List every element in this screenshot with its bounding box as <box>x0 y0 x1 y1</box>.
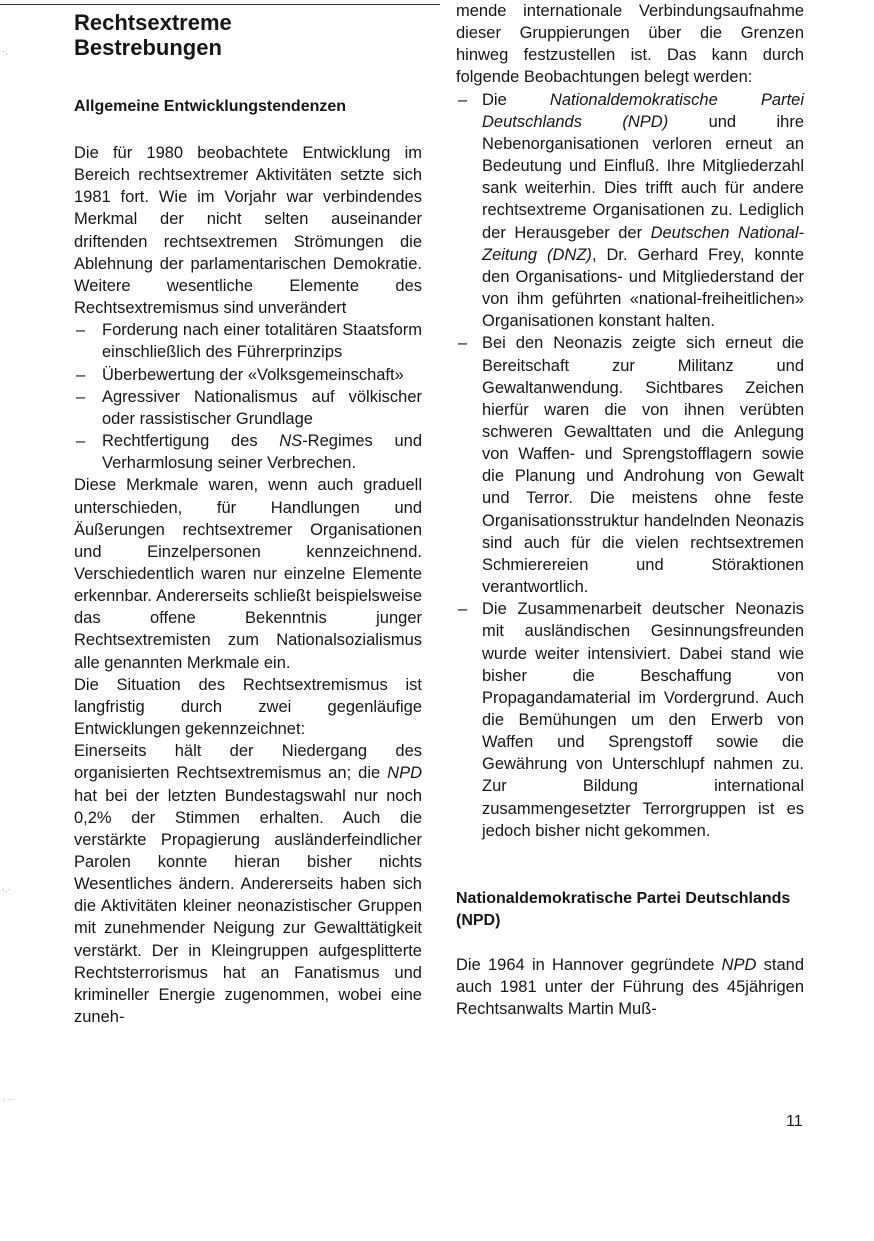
section-heading-npd: Nationaldemokratische Partei Deutschlands (NPD) <box>456 889 791 929</box>
left-column <box>74 0 422 1028</box>
text-run: Rechtfertigung des <box>102 432 280 451</box>
text-run: , Dr. Gerhard Frey, konnte den Organisations- und Mitgliederstand der von ihm geführten «national-freiheitlichen» Organisationen konstant halten. <box>482 245 804 331</box>
list-item: – Bei den Neonazis zeigte sich erneut die Bereitschaft zur Militanz und Gewaltanwendung. Sichtbares Zeichen hierfür waren die von ihnen verübten schweren Gewalttaten und die Anlegung von Waffen- und Sprengstofflagern sowie die Planung und Androhung von Gewalt und Terror. Die meistens ohne feste Organisationsstruktur handelnden Neonazis sind auch für die vielen rechtsextremen Schmierereien und Störaktionen verantwortlich. <box>456 332 804 598</box>
list-item: – Die Zusammenarbeit deutscher Neonazis mit ausländischen Gesinnungsfreunden wurde weiter intensiviert. Dabei stand wie bisher die Beschaffung von Propagandamaterial im Vordergrund. Auch die Bemühungen um den Erwerb von Waffen und Sprengstoff sowie die Gewährung von Unterschlupf nahmen zu. Zur Bildung international zusammengesetzter Terrorgruppen ist es jedoch bisher nicht gekommen. <box>456 598 804 842</box>
text-run: stand auch 1981 unter der Führung des 45jährigen Rechtsanwalts Martin Muß- <box>456 955 804 1019</box>
paragraph <box>74 740 422 1028</box>
text-run: -Regimes und Verharmlosung seiner Verbrechen. <box>102 432 422 473</box>
ns-abbreviation: NS <box>279 432 303 451</box>
section-heading-general-trends: Allgemeine Entwicklungstendenzen <box>74 98 347 115</box>
text-run: Die 1964 in Hannover gegründete <box>456 955 722 974</box>
newspaper-name: Deutschen National-Zeitung (DNZ) <box>482 223 805 264</box>
margin-mark: ·. <box>2 46 8 56</box>
npd-abbreviation: NPD <box>721 955 757 974</box>
page-title: Rechtsextreme Bestrebungen <box>74 10 232 60</box>
page-number: 11 <box>786 1113 803 1130</box>
list-item <box>74 430 422 474</box>
text-run: und ihre Nebenorganisationen verloren erneut an Bedeutung und Einfluß. Ihre Mitgliederzahl sank weiterhin. Dies trifft auch für andere rechtsextreme Organisationen zu. Lediglich der Herausgeber der <box>482 112 804 242</box>
npd-abbreviation: NPD <box>387 764 422 783</box>
right-column <box>456 0 804 1020</box>
intro-paragraph: Die für 1980 beobachtete Entwicklung im Bereich rechtsextremer Aktivitäten setzte sich 1981 fort. Wie im Vorjahr war verbindendes Merkmal der nicht selten auseinander driftenden rechtsextremen Strömungen die Ablehnung der parlamentarischen Demokratie. Weitere wesentliche Elemente des Rechtsextremismus sind unverändert <box>74 144 422 318</box>
list-item: – Überbewertung der «Volksgemeinschaft» <box>74 364 422 386</box>
text-run: Einerseits hält der Niedergang des organisierten Rechtsextremismus an; die <box>74 742 422 783</box>
paragraph: Diese Merkmale waren, wenn auch graduell unterschieden, für Handlungen und Äußerungen rechtsextremer Organisationen und Einzelpersonen kennzeichnend. Verschiedentlich waren nur einzelne Elemente erkennbar. Andererseits schließt beispielsweise das offene Bekenntnis junger Rechtsextremisten zum Nationalsozialismus alle genannten Merkmale ein. <box>74 476 422 672</box>
continuation-paragraph: mende internationale Verbindungsaufnahme dieser Gruppierungen über die Grenzen hinweg festzustellen ist. Das kann durch folgende Beobachtungen belegt werden: <box>456 2 804 87</box>
text-run: hat bei der letzten Bundestagswahl nur noch 0,2% der Stimmen erhalten. Auch die verstärkte Propagierung ausländerfeindlicher Parolen konnte hieran bisher nichts Wesentliches ändern. Andererseits haben sich die Aktivitäten kleiner neonazistischer Gruppen mit zunehmender Neigung zur Gewalttätigkeit verstärkt. Der in Kleingruppen aufgesplitterte Rechtsterrorismus hat an Fanatismus und krimineller Energie zugenommen, wobei eine zuneh- <box>74 786 422 1027</box>
list-item: – Agressiver Nationalismus auf völkischer oder rassistischer Grundlage <box>74 386 422 430</box>
paragraph: Die Situation des Rechtsextremismus ist langfristig durch zwei gegenläufige Entwicklungen gekennzeichnet: <box>74 675 422 739</box>
party-name: Nationaldemokratische Partei Deutschlands (NPD) <box>482 90 804 131</box>
margin-mark: · ·· <box>2 1094 14 1104</box>
observation-list <box>456 89 804 842</box>
paragraph <box>456 954 804 1020</box>
feature-list <box>74 319 422 474</box>
text-run: Die <box>482 90 550 109</box>
margin-mark: ·.· <box>2 884 11 894</box>
list-item: – Forderung nach einer totalitären Staatsform einschließlich des Führerprinzips <box>74 319 422 363</box>
list-item <box>456 89 804 333</box>
